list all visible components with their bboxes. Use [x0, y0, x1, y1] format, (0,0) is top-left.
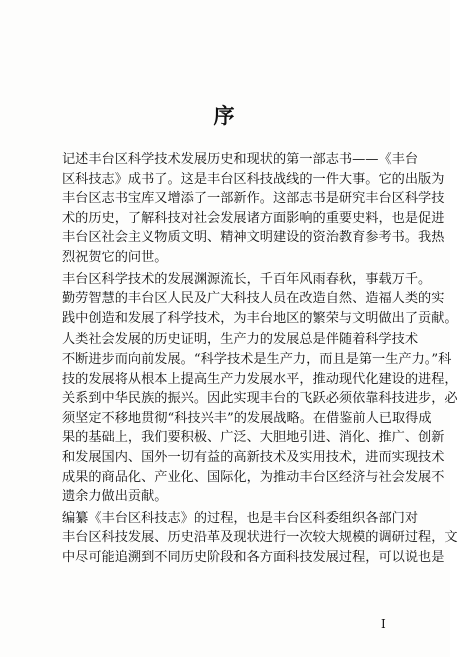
text-line: 丰台区志书宝库又增添了一部新作。这部志书是研究丰台区科学技 [62, 191, 445, 207]
text-line: 关系到中华民族的振兴。因此实现丰台的飞跃必须依靠科技进步，必 [62, 391, 458, 407]
text-line: 成果的商品化、产业化、国际化，为推动丰台区经济与社会发展不 [62, 469, 445, 485]
page-number: I [381, 617, 386, 631]
text-line: 不断进步而向前发展。“科学技术是生产力，而且是第一生产力。”科 [62, 351, 452, 367]
text-line: 烈祝贺它的问世。 [62, 249, 168, 265]
text-line: 丰台区社会主义物质文明、精神文明建设的资治教育参考书。我热 [62, 230, 445, 246]
text-line: 践中创造和发展了科学技术，为丰台地区的繁荣与文明做出了贡献。 [62, 310, 458, 326]
text-line: 遗余力做出贡献。 [62, 489, 168, 505]
text-line: 记述丰台区科学技术发展历史和现状的第一部志书——《丰台 [62, 152, 419, 167]
text-line: 丰台区科学技术的发展渊源流长，千百年风雨春秋，事载万千。 [62, 271, 432, 287]
preface-body [62, 150, 458, 567]
text-line: 术的历史，了解科技对社会发展诸方面影响的重要史料，也是促进 [62, 210, 445, 226]
text-line: 技的发展将从根本上提高生产力发展水平，推动现代化建设的进程， [62, 371, 458, 387]
text-line: 区科技志》成书了。这是丰台区科技战线的一件大事。它的出版为 [62, 171, 445, 187]
text-line: 编纂《丰台区科技志》的过程，也是丰台区科委组织各部门对 [62, 510, 419, 526]
text-line: 果的基础上，我们要积极、广泛、大胆地引进、消化、推广、创新 [62, 430, 445, 446]
text-line: 和发展国内、国外一切有益的高新技术及实用技术，进而实现技术 [62, 449, 445, 465]
text-line: 中尽可能追溯到不同历史阶段和各方面科技发展过程，可以说也是 [62, 549, 445, 565]
text-line: 须坚定不移地贯彻“科技兴丰”的发展战略。在借鉴前人已取得成 [62, 410, 432, 426]
text-line: 勤劳智慧的丰台区人民及广大科技人员在改造自然、造福人类的实 [62, 291, 445, 307]
page-title: 序 [213, 103, 237, 128]
text-line: 丰台区科技发展、历史沿革及现状进行一次较大规模的调研过程，文 [62, 530, 458, 546]
text-line: 人类社会发展的历史证明，生产力的发展总是伴随着科学技术 [62, 332, 419, 348]
